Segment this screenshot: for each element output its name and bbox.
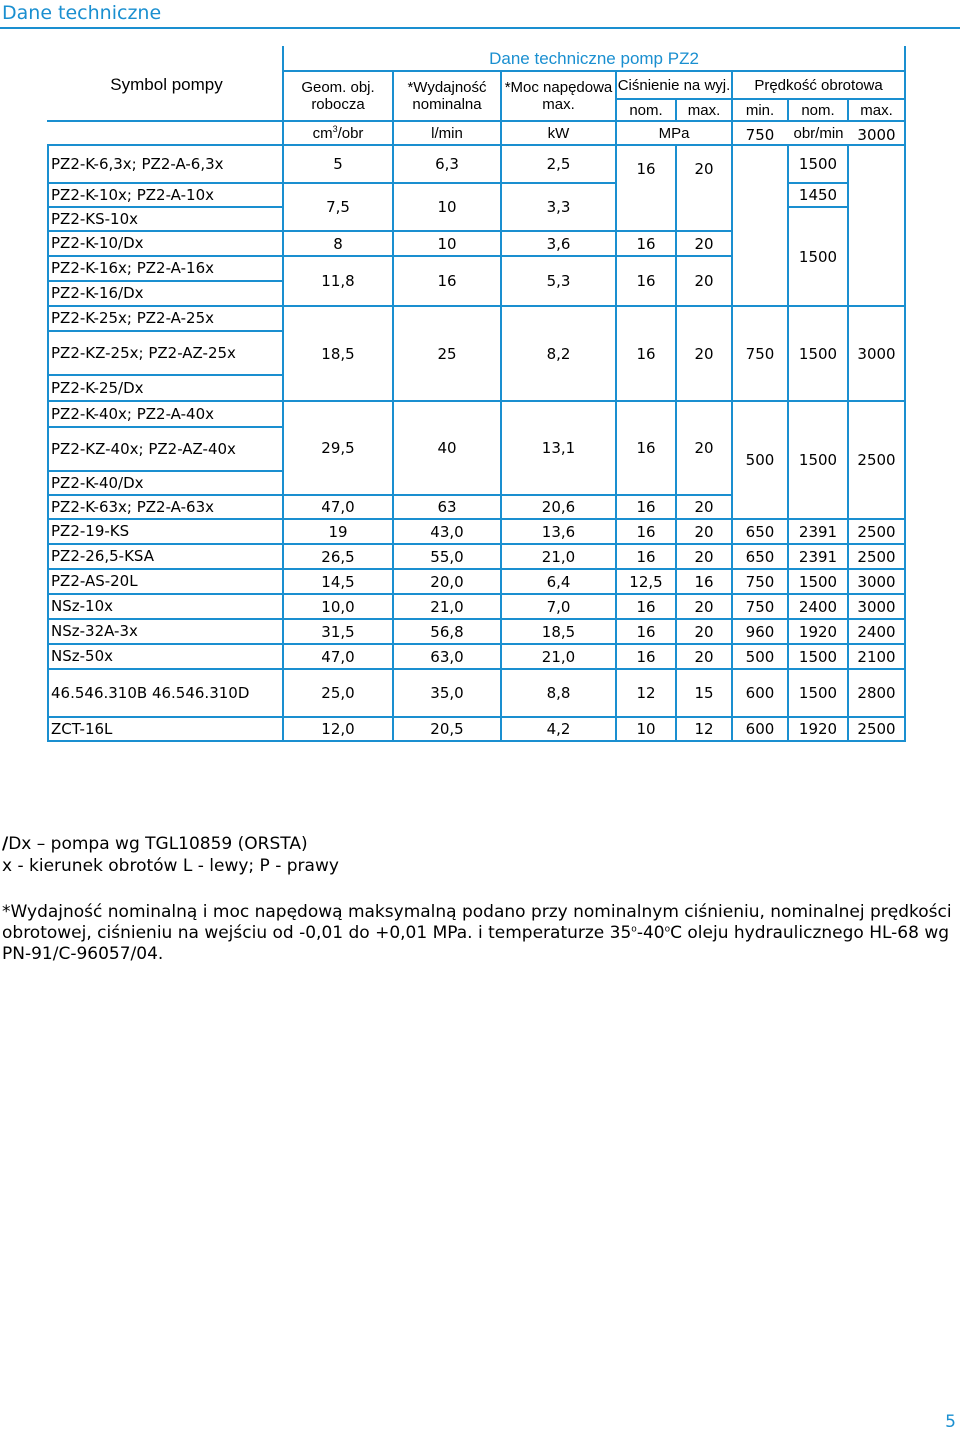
cell-speed-min: 500	[732, 644, 788, 669]
cell-pressure-max: 20	[676, 145, 732, 231]
cell-speed-max: 3000	[848, 145, 905, 306]
cell-geom: 7,5	[283, 183, 393, 231]
cell-speed-nom: 1500	[788, 669, 848, 717]
cell-speed-nom: 1500	[788, 401, 848, 519]
cell-pressure-max: 20	[676, 495, 732, 519]
unit-flow: l/min	[393, 121, 501, 145]
cell-pressure-max: 12	[676, 717, 732, 741]
cell-flow: 40	[393, 401, 501, 495]
cell-speed-min: 650	[732, 519, 788, 544]
note-direction: x - kierunek obrotów L - lewy; P - prawy	[2, 856, 339, 876]
cell-geom: 47,0	[283, 644, 393, 669]
cell-pressure-max: 20	[676, 619, 732, 644]
header-speed-min: min.	[732, 99, 788, 121]
cell-pressure-nom: 16	[616, 544, 676, 569]
pump-spec-table	[47, 46, 906, 742]
cell-pressure-nom: 16	[616, 306, 676, 401]
cell-speed-max: 3000	[848, 594, 905, 619]
pump-symbol: NSz-32A-3x	[48, 619, 283, 644]
cell-speed-nom: 1920	[788, 717, 848, 741]
table-row	[48, 717, 905, 741]
cell-flow: 56,8	[393, 619, 501, 644]
cell-flow: 43,0	[393, 519, 501, 544]
cell-flow: 63	[393, 495, 501, 519]
cell-speed-nom: 2391	[788, 519, 848, 544]
cell-speed-nom: 1500	[788, 207, 848, 306]
cell-power: 3,3	[501, 183, 616, 231]
cell-flow: 25	[393, 306, 501, 401]
cell-pressure-max: 20	[676, 401, 732, 495]
header-flow: *Wydajność nominalna	[393, 71, 501, 121]
cell-power: 20,6	[501, 495, 616, 519]
cell-pressure-max: 20	[676, 644, 732, 669]
unit-speed: obr/min	[732, 121, 905, 145]
note-conditions: *Wydajność nominalną i moc napędową maksymalną podano przy nominalnym ciśnieniu, nominalnej prędkości obrotowej, ciśnieniu na wejściu od -0,01 do +0,01 MPa. i temperaturze 35$^o$-40$^o$C oleju hydraulicznego HL-68 wg PN-91/C-96057/04.	[2, 902, 952, 964]
cell-flow: 21,0	[393, 594, 501, 619]
unit-geom: $cm^3$/obr	[283, 121, 393, 145]
cell-flow: 6,3	[393, 145, 501, 183]
cell-pressure-nom: 16	[616, 644, 676, 669]
page-number: 5	[945, 1412, 956, 1432]
table-row	[48, 644, 905, 669]
cell-power: 21,0	[501, 544, 616, 569]
header-geom: Geom. obj. robocza	[283, 71, 393, 121]
pump-symbol: PZ2-K-40/Dx	[48, 471, 283, 495]
cell-pressure-max: 20	[676, 544, 732, 569]
cell-pressure-nom: 10	[616, 717, 676, 741]
cell-flow: 10	[393, 231, 501, 256]
cell-speed-max: 3000	[848, 306, 905, 401]
cell-speed-min: 600	[732, 717, 788, 741]
pump-symbol: 46.546.310B 46.546.310D	[48, 669, 283, 717]
cell-pressure-max: 20	[676, 519, 732, 544]
cell-power: 13,6	[501, 519, 616, 544]
note-dx: /Dx – pompa wg TGL10859 (ORSTA)	[2, 834, 308, 854]
cell-geom: 12,0	[283, 717, 393, 741]
cell-pressure-nom: 16	[616, 256, 676, 306]
cell-speed-max: 2500	[848, 401, 905, 519]
cell-pressure-nom: 16	[616, 594, 676, 619]
cell-flow: 20,0	[393, 569, 501, 594]
cell-pressure-max: 15	[676, 669, 732, 717]
cell-pressure-nom: 12,5	[616, 569, 676, 594]
table-row	[48, 619, 905, 644]
cell-flow: 10	[393, 183, 501, 231]
cell-speed-max: 2500	[848, 544, 905, 569]
cell-power: 21,0	[501, 644, 616, 669]
cell-pressure-nom: 16	[616, 401, 676, 495]
cell-pressure-nom: 16	[616, 145, 676, 231]
cell-pressure-max: 16	[676, 569, 732, 594]
cell-speed-nom: 2400	[788, 594, 848, 619]
table-row	[48, 569, 905, 594]
unit-power: kW	[501, 121, 616, 145]
pump-symbol: PZ2-AS-20L	[48, 569, 283, 594]
pump-symbol: PZ2-K-6,3x; PZ2-A-6,3x	[48, 145, 283, 183]
cell-pressure-max: 20	[676, 594, 732, 619]
pump-symbol: PZ2-K-25/Dx	[48, 375, 283, 401]
header-speed-max: max.	[848, 99, 905, 121]
cell-geom: 47,0	[283, 495, 393, 519]
pump-symbol: PZ2-KS-10x	[48, 207, 283, 231]
cell-pressure-max: 20	[676, 256, 732, 306]
cell-flow: 20,5	[393, 717, 501, 741]
header-pressure-nom: nom.	[616, 99, 676, 121]
header-pressure-max: max.	[676, 99, 732, 121]
cell-power: 7,0	[501, 594, 616, 619]
cell-speed-max: 3000	[848, 569, 905, 594]
cell-speed-min: 750	[732, 306, 788, 401]
cell-speed-min: 750	[732, 594, 788, 619]
unit-pressure: MPa	[616, 121, 732, 145]
cell-pressure-nom: 16	[616, 619, 676, 644]
header-speed: Prędkość obrotowa	[732, 71, 905, 99]
pump-symbol: PZ2-K-16/Dx	[48, 281, 283, 306]
pump-symbol: PZ2-K-10/Dx	[48, 231, 283, 256]
cell-speed-max: 2500	[848, 717, 905, 741]
cell-speed-nom: 2391	[788, 544, 848, 569]
cell-flow: 63,0	[393, 644, 501, 669]
pump-symbol: PZ2-K-16x; PZ2-A-16x	[48, 256, 283, 281]
page-title: Dane techniczne	[0, 0, 960, 29]
pump-symbol: PZ2-K-25x; PZ2-A-25x	[48, 306, 283, 331]
cell-speed-nom: 1500	[788, 145, 848, 183]
table-row	[48, 669, 905, 717]
cell-speed-max: 2500	[848, 519, 905, 544]
table-row	[48, 544, 905, 569]
cell-speed-max: 2800	[848, 669, 905, 717]
cell-flow: 16	[393, 256, 501, 306]
cell-speed-min: 500	[732, 401, 788, 519]
cell-speed-min: 960	[732, 619, 788, 644]
cell-flow: 55,0	[393, 544, 501, 569]
cell-speed-nom: 1920	[788, 619, 848, 644]
pump-symbol: PZ2-K-63x; PZ2-A-63x	[48, 495, 283, 519]
cell-power: 2,5	[501, 145, 616, 183]
cell-geom: 5	[283, 145, 393, 183]
pump-symbol: PZ2-K-10x; PZ2-A-10x	[48, 183, 283, 207]
cell-power: 4,2	[501, 717, 616, 741]
cell-pressure-nom: 16	[616, 519, 676, 544]
cell-speed-nom: 1450	[788, 183, 848, 207]
cell-geom: 10,0	[283, 594, 393, 619]
cell-power: 3,6	[501, 231, 616, 256]
pump-symbol: PZ2-19-KS	[48, 519, 283, 544]
cell-speed-nom: 1500	[788, 644, 848, 669]
cell-geom: 25,0	[283, 669, 393, 717]
header-speed-nom: nom.	[788, 99, 848, 121]
header-symbol: Symbol pompy	[48, 47, 283, 121]
table-title: Dane techniczne pomp PZ2	[283, 47, 905, 71]
pump-symbol: NSz-50x	[48, 644, 283, 669]
pump-symbol: PZ2-K-40x; PZ2-A-40x	[48, 401, 283, 427]
table-row	[48, 594, 905, 619]
table-row	[48, 519, 905, 544]
cell-geom: 19	[283, 519, 393, 544]
cell-speed-min: 650	[732, 544, 788, 569]
cell-geom: 18,5	[283, 306, 393, 401]
header-power: *Moc napędowa max.	[501, 71, 616, 121]
cell-speed-min: 600	[732, 669, 788, 717]
cell-pressure-nom: 16	[616, 231, 676, 256]
cell-geom: 14,5	[283, 569, 393, 594]
cell-geom: 29,5	[283, 401, 393, 495]
pump-symbol: ZCT-16L	[48, 717, 283, 741]
pump-symbol: PZ2-KZ-40x; PZ2-AZ-40x	[48, 427, 283, 471]
cell-flow: 35,0	[393, 669, 501, 717]
cell-pressure-max: 20	[676, 306, 732, 401]
pump-symbol: NSz-10x	[48, 594, 283, 619]
header-pressure: Ciśnienie na wyj.	[616, 71, 732, 99]
cell-geom: 31,5	[283, 619, 393, 644]
cell-power: 6,4	[501, 569, 616, 594]
cell-speed-max: 2400	[848, 619, 905, 644]
cell-power: 5,3	[501, 256, 616, 306]
cell-speed-nom: 1500	[788, 569, 848, 594]
cell-pressure-nom: 16	[616, 495, 676, 519]
cell-geom: 26,5	[283, 544, 393, 569]
cell-geom: 8	[283, 231, 393, 256]
cell-power: 8,2	[501, 306, 616, 401]
cell-speed-nom: 1500	[788, 306, 848, 401]
cell-pressure-max: 20	[676, 231, 732, 256]
pump-symbol: PZ2-KZ-25x; PZ2-AZ-25x	[48, 331, 283, 375]
pump-symbol: PZ2-26,5-KSA	[48, 544, 283, 569]
cell-power: 18,5	[501, 619, 616, 644]
cell-speed-max: 2100	[848, 644, 905, 669]
cell-power: 8,8	[501, 669, 616, 717]
cell-power: 13,1	[501, 401, 616, 495]
cell-geom: 11,8	[283, 256, 393, 306]
cell-pressure-nom: 12	[616, 669, 676, 717]
cell-speed-min: 750	[732, 569, 788, 594]
cell-speed-min: 750	[732, 145, 788, 306]
